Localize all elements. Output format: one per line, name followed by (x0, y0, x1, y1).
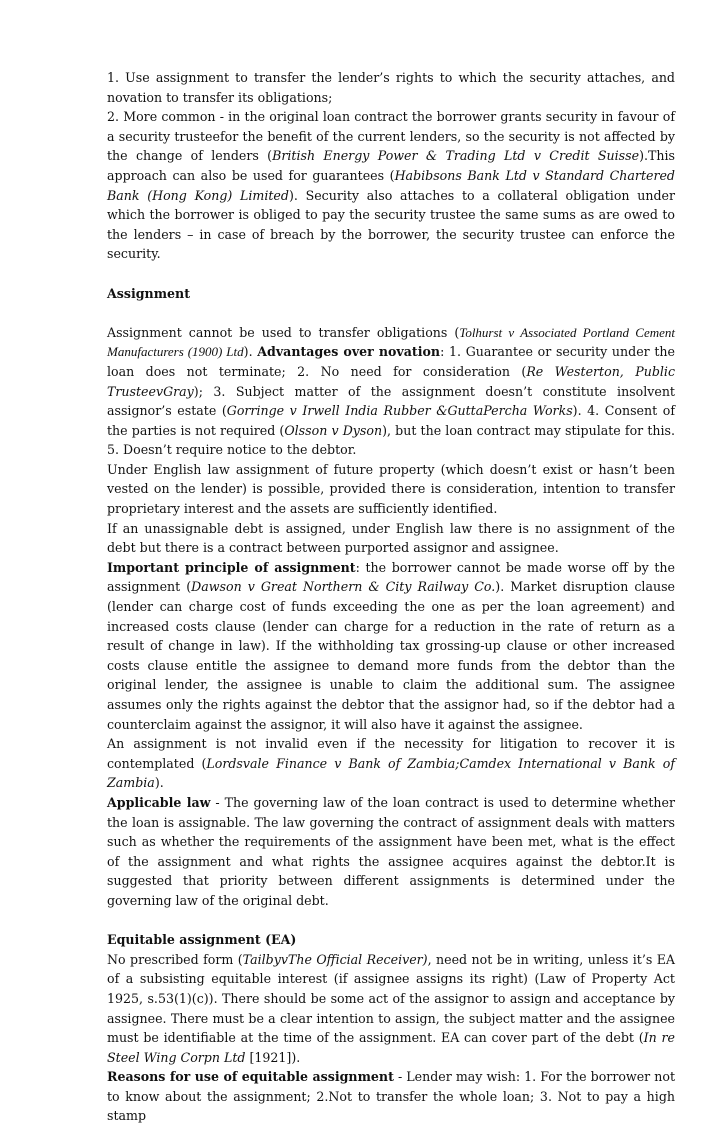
bold-term: Advantages over novation (257, 344, 441, 360)
case-citation: Gorringe v Irwell India Rubber &GuttaPercha Works (226, 403, 573, 419)
equitable-paragraph-2: Reasons for use of equitable assignment - Lender may wish: 1. For the borrower not to know about the assignment; 2.Not to transfer the whole loan; 3. Not to pay a high stamp (107, 1069, 675, 1124)
bold-term: Important principle of assignment (107, 559, 356, 575)
assignment-paragraph-6: Applicable law - The governing law of the loan contract is used to determine whether the loan is assignable. The law governing the contract of assignment deals with matters such as whether the requirements of the assignment have been met, what is the effect of the assignment and what rights the assignee acquires against the debtor.It is suggested that priority between different assignments is determined under the governing law of the original debt. (107, 794, 675, 908)
assignment-paragraph-3: If an unassignable debt is assigned, under English law there is no assignment of the debt but there is a contract between purported assignor and assignee. (107, 520, 675, 556)
case-citation: Dawson v Great Northern & City Railway Co. (191, 579, 496, 595)
section-heading-assignment: Assignment (107, 285, 191, 301)
case-citation: British Energy Power & Trading Ltd v Credit Suisse (272, 148, 640, 164)
case-citation: In re Steel Wing Corpn Ltd (107, 1030, 676, 1065)
section-heading-equitable-assignment: Equitable assignment (EA) (107, 932, 297, 948)
assignment-paragraph-2: Under English law assignment of future property (which doesn’t exist or hasn’t been vested on the lender) is possible, provided there is consideration, intention to transfer proprietary interest and the assets are sufficiently identified. (107, 461, 675, 517)
spacer (107, 911, 675, 931)
case-citation: Habibsons Bank Ltd v Standard Chartered Bank (Hong Kong) Limited (107, 167, 675, 203)
intro-paragraph-2: 2. More common - in the original loan contract the borrower grants security in favour of a security trusteefor the benefit of the current lenders, so the security is not affected by the change of lenders (British Energy Power & Trading Ltd v Credit Suisse).This approach can also be used for guarantees (Habibsons Bank Ltd v Standard Chartered Bank (Hong Kong) Limited). Security also attaches to a collateral obligation under which the borrower is obliged to pay the security trustee the same sums as are owed to the lenders – in case of breach by the borrower, the security trustee can enforce the security. (107, 109, 675, 262)
bold-term: Applicable law (107, 794, 211, 810)
case-citation: Olsson v Dyson (284, 422, 383, 438)
case-citation: Tolhurst v Associated Portland Cement Manufacturers (1900) Ltd (107, 324, 675, 360)
bold-term: Reasons for use of equitable assignment (107, 1069, 394, 1085)
spacer (107, 264, 675, 284)
assignment-paragraph-5: An assignment is not invalid even if the necessity for litigation to recover it is contemplated (Lordsvale Finance v Bank of Zambia;Camdex International v Bank of Zambia). (107, 736, 676, 791)
assignment-paragraph-1: Assignment cannot be used to transfer obligations (Tolhurst v Associated Portland Cement Manufacturers (1900) Ltd). Advantages over novation: 1. Guarantee or security under the loan does not terminate; 2. No need for consideration (Re Westerton, Public TrusteevGray); 3. Subject matter of the assignment doesn’t constitute insolvent assignor’s estate (Gorringe v Irwell India Rubber &GuttaPercha Works). 4. Consent of the parties is not required (Olsson v Dyson), but the loan contract may stipulate for this. 5. Doesn’t require notice to the debtor. (107, 324, 676, 458)
intro-paragraph-1: 1. Use assignment to transfer the lender’s rights to which the security attaches, and novation to transfer its obligations; (107, 70, 675, 105)
case-citation: Lordsvale Finance v Bank of Zambia;Camdex International v Bank of Zambia (107, 755, 676, 791)
case-citation: Re Westerton, Public TrusteevGray (107, 363, 676, 399)
case-citation: TailbyvThe Official Receiver) (242, 951, 428, 967)
equitable-paragraph-1: No prescribed form (TailbyvThe Official Receiver), need not be in writing, unless it’s EA of a subsisting equitable interest (if assignee assigns its right) (Law of Property Act 1925, s.53(1)(c)). There should be some act of the assignor to assign and acceptance by assignee. There must be a clear intention to assign, the subject matter and the assignee must be identifiable at the time of the assignment. EA can cover part of the debt (In re Steel Wing Corpn Ltd [1921]). (107, 951, 676, 1065)
spacer (107, 303, 675, 323)
assignment-paragraph-4: Important principle of assignment: the borrower cannot be made worse off by the assignment (Dawson v Great Northern & City Railway Co.). Market disruption clause (lender can charge cost of funds exceeding the one as per the loan agreement) and increased costs clause (lender can charge for a reduction in the rate of return as a result of change in law). If the withholding tax grossing-up clause or other increased costs clause entitle the assignee to demand more funds from the debtor than the original lender, the assignee is unable to claim the additional sum. The assignee assumes only the rights against the debtor that the assignor had, so if the debtor had a counterclaim against the assignor, it will also have it against the assignee. (107, 559, 675, 732)
